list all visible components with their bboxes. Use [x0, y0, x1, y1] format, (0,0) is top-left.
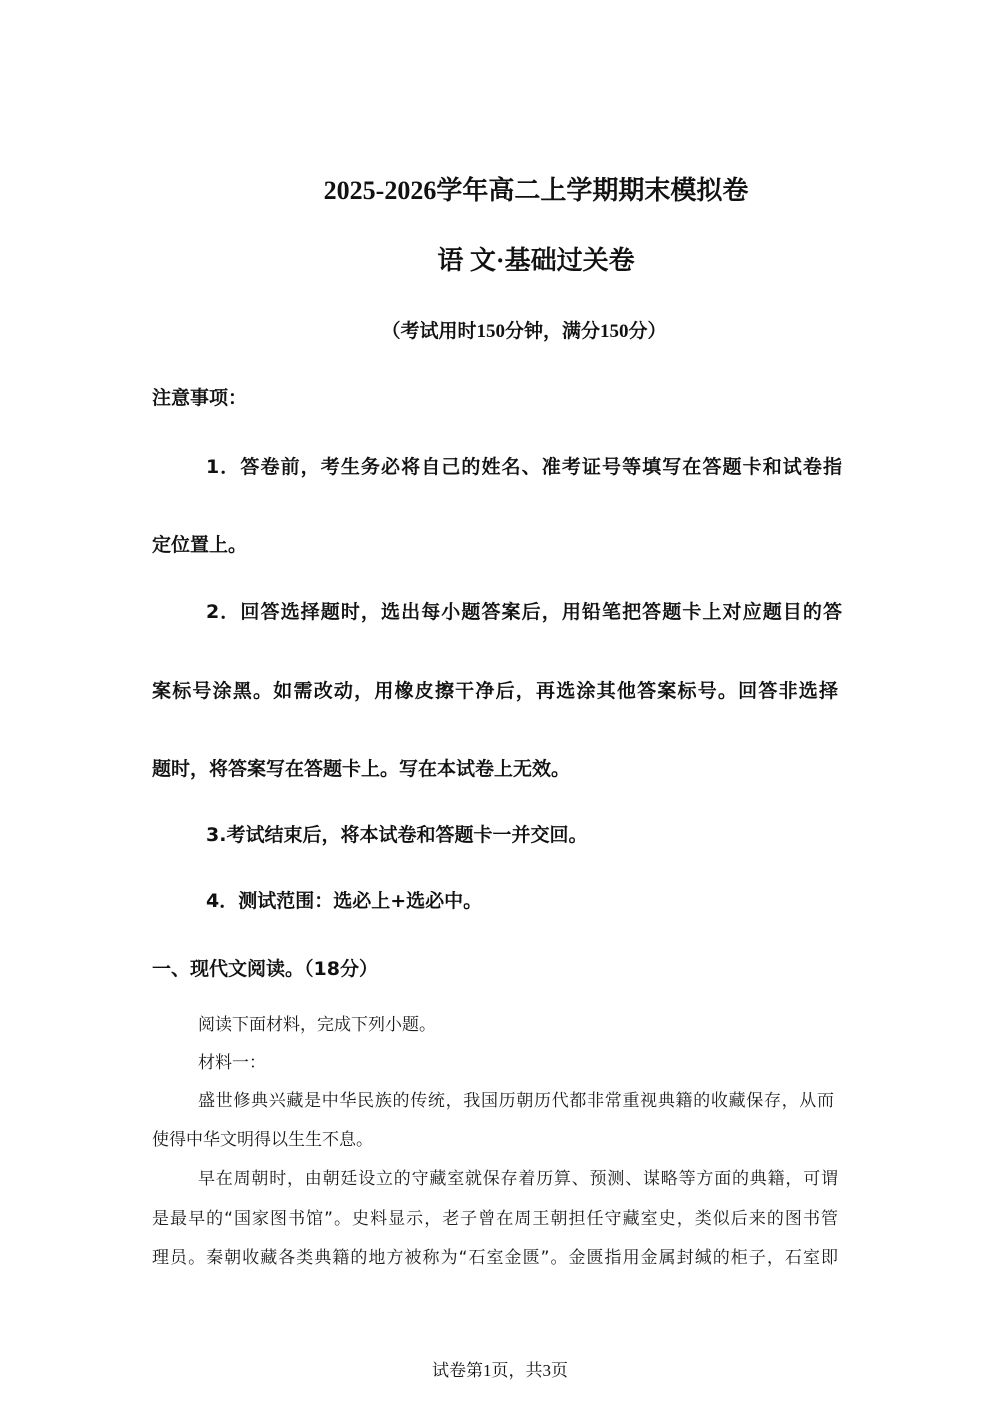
notice-line: 1．答卷前，考生务必将自己的姓名、准考证号等填写在答题卡和试卷指	[206, 456, 842, 478]
notice-line: 定位置上。	[152, 534, 248, 556]
material-line: 盛世修典兴藏是中华民族的传统，我国历朝历代都非常重视典籍的收藏保存，从而	[198, 1091, 834, 1111]
material-line: 使得中华文明得以生生不息。	[152, 1130, 373, 1150]
reading-instruction: 阅读下面材料，完成下列小题。	[198, 1015, 436, 1035]
section-heading: 一、现代文阅读。（18分）	[152, 958, 378, 980]
material-line: 早在周朝时，由朝廷设立的守藏室就保存着历算、预测、谋略等方面的典籍，可谓	[198, 1169, 838, 1189]
notice-line: 题时，将答案写在答题卡上。写在本试卷上无效。	[152, 758, 571, 780]
notice-line: 2．回答选择题时，选出每小题答案后，用铅笔把答题卡上对应题目的答	[206, 601, 842, 623]
notice-line: 4．测试范围：选必上+选必中。	[206, 890, 483, 912]
exam-subtitle: 语 文·基础过关卷	[437, 246, 635, 275]
material-line: 是最早的“国家图书馆”。史料显示，老子曾在周王朝担任守藏室史，类似后来的图书管	[152, 1209, 838, 1229]
exam-info: （考试用时150分钟，满分150分）	[381, 321, 667, 342]
material-label: 材料一：	[198, 1053, 266, 1073]
material-line: 理员。秦朝收藏各类典籍的地方被称为“石室金匮”。金匮指用金属封缄的柜子，石室即	[152, 1248, 838, 1268]
notice-line: 案标号涂黑。如需改动，用橡皮擦干净后，再选涂其他答案标号。回答非选择	[152, 680, 838, 702]
page-footer: 试卷第1页，共3页	[432, 1361, 568, 1380]
notice-line: 3.考试结束后，将本试卷和答题卡一并交回。	[206, 824, 588, 846]
exam-title: 2025-2026学年高二上学期期末模拟卷	[323, 176, 749, 205]
notice-heading: 注意事项：	[152, 387, 248, 409]
